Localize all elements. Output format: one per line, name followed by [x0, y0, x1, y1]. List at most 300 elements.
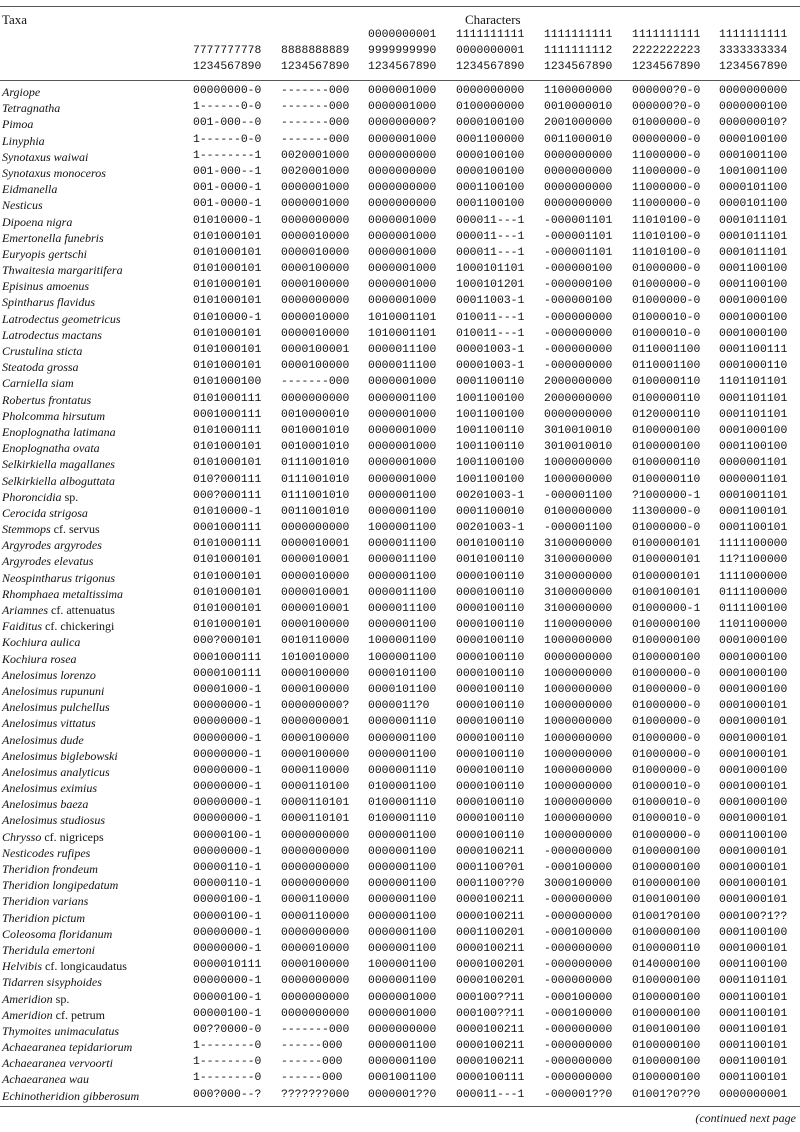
character-states: 1000000000 — [544, 748, 613, 761]
character-states: 0000000000 — [368, 182, 437, 195]
taxon-genus-species: Latrodectus mactans — [2, 327, 102, 342]
taxon-name — [2, 522, 100, 537]
character-states: -000000100 — [544, 295, 613, 308]
top-rule — [0, 6, 800, 7]
character-states: 0001011101 — [719, 214, 788, 227]
character-states: 2000000000 — [544, 392, 613, 405]
character-states: 0000000000 — [544, 651, 613, 664]
character-states: 0101000101 — [193, 344, 262, 356]
taxon-qualifier: cf. nigriceps — [44, 829, 104, 844]
character-states: 1111100000 — [719, 538, 788, 551]
character-states: 11010100-0 — [632, 214, 701, 227]
character-states: 0000001100 — [368, 505, 437, 518]
character-states: 0000001100 — [368, 894, 437, 907]
character-states: 1101100000 — [719, 619, 788, 632]
taxon-name — [2, 376, 74, 391]
character-states: 0010100110 — [456, 538, 525, 551]
taxon-genus-species: Enoplognatha ovata — [2, 441, 100, 456]
taxon-genus-species: Linyphia — [2, 133, 45, 148]
matrix-row — [0, 764, 800, 780]
character-states: 00000100-1 — [193, 910, 262, 923]
character-states: 2001000000 — [544, 117, 613, 130]
character-states: 0000100110 — [456, 797, 525, 810]
character-states: 0000100100 — [456, 149, 525, 162]
taxon-genus-species: Anelosimus analyticus — [2, 764, 110, 779]
character-states: 0000100110 — [456, 748, 525, 761]
character-states: 0000000000 — [368, 198, 437, 211]
taxon-genus-species: Synotaxus waiwai — [2, 149, 89, 164]
taxon-genus-species: Selkirkiella magallanes — [2, 457, 115, 472]
character-states: 0101000111 — [193, 392, 262, 405]
character-states: 0000000000 — [281, 295, 350, 308]
character-states: 00000000-1 — [193, 813, 262, 826]
character-states: 1000000000 — [544, 667, 613, 680]
character-states: 1000101101 — [456, 263, 525, 276]
taxa-column-header: Taxa — [2, 12, 28, 27]
character-states: 0000011?0 — [368, 700, 430, 713]
character-states: 0000001000 — [281, 182, 350, 195]
character-states: 0101000101 — [193, 360, 262, 373]
taxon-name — [2, 1072, 89, 1087]
character-states: 0100100100 — [632, 1023, 701, 1036]
taxon-genus-species: Nesticus — [2, 198, 43, 213]
character-states: 0100000101 — [632, 554, 701, 567]
character-states: 1010001101 — [368, 327, 437, 340]
character-states: 0010100110 — [456, 554, 525, 567]
character-states: ------000 — [281, 1040, 343, 1053]
header-cell: 2222222223 — [632, 45, 701, 57]
character-states: 0000011100 — [368, 360, 437, 373]
header-rule — [0, 80, 800, 81]
character-states: 0111100100 — [719, 603, 788, 615]
character-states: 000000000? — [368, 117, 437, 130]
character-states: 0001100100 — [456, 198, 525, 211]
character-states: 1000000000 — [544, 700, 613, 713]
character-states: 0100000100 — [632, 975, 701, 988]
character-states: 0011001010 — [281, 505, 350, 518]
taxon-genus-species: Anelosimus lorenzo — [2, 667, 96, 682]
character-states: 0100000100 — [632, 878, 701, 891]
character-states: 0100000100 — [632, 1007, 701, 1020]
header-cell: 1111111112 — [544, 45, 613, 57]
character-states: 11010100-0 — [632, 230, 701, 243]
taxon-name — [2, 765, 110, 780]
character-states: -000100000 — [544, 862, 613, 874]
character-states: 0001000101 — [719, 894, 788, 907]
taxon-name — [2, 360, 79, 375]
taxon-name — [2, 506, 88, 521]
character-states: 0000001100 — [368, 878, 437, 891]
character-states: 0101000101 — [193, 230, 262, 243]
character-states: 0000100110 — [456, 635, 525, 648]
character-states: -000100000 — [544, 926, 613, 939]
character-states: 0001000100 — [719, 295, 788, 308]
matrix-row — [0, 327, 800, 343]
taxon-genus-species: Episinus amoenus — [2, 279, 89, 294]
taxon-name — [2, 781, 97, 796]
character-states: 0000100100 — [456, 117, 525, 130]
taxon-genus-species: Synotaxus monoceros — [2, 165, 106, 180]
matrix-row — [0, 958, 800, 974]
character-states: 000100??11 — [456, 1007, 525, 1020]
character-states: 1000000000 — [544, 781, 613, 794]
taxon-name — [2, 878, 118, 893]
character-states: 0001000100 — [719, 683, 788, 696]
character-states: 0100000000 — [456, 101, 525, 114]
character-states: 0001000100 — [719, 311, 788, 324]
taxon-genus-species: Echinotheridion gibberosum — [2, 1088, 140, 1103]
character-states: 0001000101 — [719, 878, 788, 891]
character-states: 1000000000 — [544, 473, 613, 486]
character-states: 0120000110 — [632, 408, 701, 421]
character-states: 00000000-1 — [193, 942, 262, 955]
character-states: -000000000 — [544, 344, 613, 356]
character-states: 0000100211 — [456, 1040, 525, 1053]
character-states: 1000000000 — [544, 813, 613, 826]
character-states: 0000001100 — [368, 1040, 437, 1053]
character-states: 0001100100 — [719, 829, 788, 842]
character-states: -000001101 — [544, 214, 613, 227]
character-states: 01010000-1 — [193, 505, 262, 518]
taxon-genus-species: Chrysso — [2, 829, 42, 844]
character-states: 0000000000 — [544, 198, 613, 211]
character-states: 0000000000 — [456, 85, 525, 97]
character-states: 11300000-0 — [632, 505, 701, 518]
character-states: 0000100000 — [281, 263, 350, 276]
character-states: -000001100 — [544, 522, 613, 535]
taxon-genus-species: Helvibis — [2, 959, 42, 974]
character-states: 0001100??0 — [456, 878, 525, 891]
character-states: 0000001000 — [368, 1007, 437, 1020]
character-states: 3100000000 — [544, 570, 613, 583]
character-states: -000000100 — [544, 263, 613, 276]
character-states: 0000001000 — [368, 246, 437, 259]
character-states: 0001100100 — [719, 441, 788, 454]
taxon-genus-species: Phoroncidia — [2, 489, 62, 504]
taxon-genus-species: Latrodectus geometricus — [2, 311, 121, 326]
taxon-name — [2, 263, 123, 278]
header-cell: 1111111111 — [719, 29, 788, 41]
character-states: 0000010000 — [281, 246, 350, 259]
taxon-genus-species: Tetragnatha — [2, 101, 61, 116]
taxon-genus-species: Robertus frontatus — [2, 392, 92, 407]
taxon-name — [2, 635, 80, 650]
character-states: 1------0-0 — [193, 101, 262, 114]
character-states: 0001000101 — [719, 813, 788, 826]
character-states: -000100000 — [544, 1007, 613, 1020]
taxon-name — [2, 182, 57, 197]
character-states: 0001000111 — [193, 522, 262, 535]
character-states: 0000000000 — [281, 991, 350, 1004]
character-states: 0001100201 — [456, 926, 525, 939]
character-states: 1000001100 — [368, 522, 437, 535]
taxon-genus-species: Rhomphaea metaltissima — [2, 586, 123, 601]
character-states: 0000110000 — [281, 910, 350, 923]
character-states: 0000001000 — [368, 214, 437, 227]
character-states: 010?000111 — [193, 473, 262, 486]
matrix-row — [0, 408, 800, 424]
character-states: 0001100101 — [719, 1072, 788, 1085]
character-states: 0101000101 — [193, 279, 262, 292]
character-states: 1--------0 — [193, 1056, 262, 1069]
character-states: 1100000000 — [544, 619, 613, 632]
taxon-genus-species: Carniella siam — [2, 376, 74, 391]
character-states: -000001101 — [544, 230, 613, 243]
character-states: 000011---1 — [456, 214, 525, 227]
matrix-row — [0, 780, 800, 796]
character-states: -000000000 — [544, 327, 613, 340]
taxon-name — [2, 312, 121, 327]
character-states: 0001000111 — [193, 408, 262, 421]
character-states: 0000011100 — [368, 603, 437, 615]
character-states: 000000?0-0 — [632, 85, 701, 97]
character-states: 01000000-0 — [632, 263, 701, 276]
character-states: 001-0000-1 — [193, 198, 262, 211]
taxon-name — [2, 231, 104, 246]
character-states: 00000000-1 — [193, 797, 262, 810]
character-states: 0001000101 — [719, 845, 788, 858]
character-states: 0000001000 — [368, 424, 437, 437]
character-states: 00000100-1 — [193, 991, 262, 1004]
character-states: 0000000000 — [368, 149, 437, 162]
character-states: 0101000111 — [193, 538, 262, 551]
matrix-row — [0, 230, 800, 246]
character-states: 00201003-1 — [456, 489, 525, 502]
taxon-name — [2, 894, 88, 909]
character-states: 0000100100 — [719, 133, 788, 146]
character-states: -000001??0 — [544, 1088, 613, 1101]
matrix-row — [0, 570, 800, 586]
character-states: 0100000110 — [632, 457, 701, 470]
character-states: 0000100000 — [281, 683, 350, 696]
taxon-genus-species: Anelosimus eximius — [2, 781, 97, 796]
character-states: 0001100101 — [719, 1023, 788, 1036]
character-states: 3100000000 — [544, 538, 613, 551]
character-states: 01001?0??0 — [632, 1088, 701, 1101]
character-states: 00000000-1 — [193, 845, 262, 858]
character-states: -000000000 — [544, 910, 613, 923]
taxon-name — [2, 85, 40, 100]
character-states: 00000110-1 — [193, 878, 262, 891]
taxon-name — [2, 150, 88, 165]
character-states: 1--------0 — [193, 1072, 262, 1085]
character-states: 0000000001 — [281, 716, 350, 729]
character-states: 11000000-0 — [632, 149, 701, 162]
character-states: -------000 — [281, 133, 350, 146]
matrix-row — [0, 116, 800, 132]
taxon-name — [2, 700, 110, 715]
taxon-genus-species: Ameridion — [2, 1007, 53, 1022]
taxon-genus-species: Achaearanea tepidariorum — [2, 1040, 133, 1055]
matrix-row — [0, 893, 800, 909]
character-states: 0000100110 — [456, 732, 525, 745]
character-states: 001-000--1 — [193, 165, 262, 178]
character-states: 0100000100 — [632, 862, 701, 874]
character-states: 0000001000 — [368, 101, 437, 114]
character-states: 0011000010 — [544, 133, 613, 146]
character-states: 0101000101 — [193, 603, 262, 615]
character-states: 1000001100 — [368, 959, 437, 972]
header-cell: 0000000001 — [456, 45, 525, 57]
matrix-row — [0, 521, 800, 537]
character-states: 0100000100 — [632, 926, 701, 939]
character-states: 1001001100 — [719, 165, 788, 178]
taxon-qualifier: cf. servus — [53, 522, 100, 537]
character-states: 1000000000 — [544, 635, 613, 648]
character-states: 0000010000 — [281, 570, 350, 583]
character-states: 00000100-1 — [193, 1007, 262, 1020]
character-states: 0001100101 — [719, 505, 788, 518]
character-states: 1000000000 — [544, 797, 613, 810]
taxon-name — [2, 603, 115, 618]
character-states: 00000100-1 — [193, 829, 262, 842]
taxon-genus-species: Argyrodes argyrodes — [2, 538, 102, 553]
character-states: -000000000 — [544, 894, 613, 907]
taxon-qualifier: cf. petrum — [55, 1007, 105, 1022]
character-states: 0000100110 — [456, 570, 525, 583]
character-states: 0000000000 — [281, 862, 350, 874]
taxon-genus-species: Stemmops — [2, 522, 51, 537]
taxon-name — [2, 134, 45, 149]
taxon-genus-species: Pimoa — [2, 117, 34, 132]
character-states: ?1000000-1 — [632, 489, 701, 502]
matrix-row — [0, 311, 800, 327]
character-states: 1--------1 — [193, 149, 262, 162]
character-states: 0000001100 — [368, 910, 437, 923]
matrix-row — [0, 424, 800, 440]
taxon-genus-species: Spintharus flavidus — [2, 295, 96, 310]
character-states: 0000100110 — [456, 586, 525, 599]
character-states: 0000000000 — [281, 829, 350, 842]
character-states: 0000001100 — [368, 926, 437, 939]
character-states: 1100000000 — [544, 85, 613, 97]
character-states: 1000000000 — [544, 683, 613, 696]
character-states: 0001000100 — [719, 327, 788, 340]
taxon-name — [2, 279, 89, 294]
character-states: 00000000-1 — [193, 700, 262, 713]
matrix-row — [0, 262, 800, 278]
character-states: 0101000111 — [193, 424, 262, 437]
matrix-row — [0, 149, 800, 165]
character-states: 01000000-0 — [632, 295, 701, 308]
matrix-row — [0, 845, 800, 861]
matrix-row — [0, 991, 800, 1007]
character-states: 0000100110 — [456, 603, 525, 615]
character-states: 0000100000 — [281, 959, 350, 972]
character-states: 0000100110 — [456, 829, 525, 842]
character-states: 0001001100 — [719, 149, 788, 162]
matrix-row — [0, 294, 800, 310]
character-states: -000001100 — [544, 489, 613, 502]
character-states: 00000000-1 — [193, 732, 262, 745]
taxon-name — [2, 992, 69, 1007]
character-states: 0100001100 — [368, 781, 437, 794]
header-cell: 1234567890 — [632, 61, 701, 73]
taxon-genus-species: Enoplognatha latimana — [2, 424, 116, 439]
taxon-name — [2, 927, 112, 942]
character-states: 0000001100 — [368, 732, 437, 745]
character-states: 0100000110 — [632, 376, 701, 389]
character-states: 0000101100 — [368, 667, 437, 680]
taxon-name — [2, 846, 90, 861]
character-states: 0100000100 — [632, 441, 701, 454]
taxon-genus-species: Thymoites unimaculatus — [2, 1023, 119, 1038]
taxon-name — [2, 830, 104, 845]
character-states: 0101000101 — [193, 554, 262, 567]
taxon-name — [2, 911, 85, 926]
matrix-row — [0, 278, 800, 294]
character-states: 1000101201 — [456, 279, 525, 292]
taxon-genus-species: Achaearanea wau — [2, 1072, 89, 1087]
character-states: -000000000 — [544, 959, 613, 972]
character-states: 0001100?01 — [456, 862, 525, 874]
character-states: 000000?0-0 — [632, 101, 701, 114]
character-states: -000000100 — [544, 279, 613, 292]
character-states: 01010000-1 — [193, 311, 262, 324]
character-states: 01000000-0 — [632, 732, 701, 745]
character-states: 0110001100 — [632, 360, 701, 373]
taxon-genus-species: Anelosimus dude — [2, 732, 84, 747]
matrix-row — [0, 537, 800, 553]
character-states: 1------0-0 — [193, 133, 262, 146]
character-states: 0101000101 — [193, 295, 262, 308]
matrix-row — [0, 165, 800, 181]
character-states: 0000100211 — [456, 1056, 525, 1069]
character-states: 0001101101 — [719, 975, 788, 988]
taxon-name — [2, 943, 95, 958]
character-states: 0100000100 — [632, 424, 701, 437]
character-states: 00000000-0 — [193, 85, 262, 97]
taxon-name — [2, 813, 105, 828]
matrix-row — [0, 748, 800, 764]
character-states: 0000010001 — [281, 554, 350, 567]
character-states: 0000001100 — [368, 975, 437, 988]
character-states: 000?000--? — [193, 1088, 262, 1101]
taxon-name — [2, 554, 93, 569]
character-states: 0000001000 — [368, 295, 437, 308]
matrix-row — [0, 84, 800, 100]
character-states: 000100??11 — [456, 991, 525, 1004]
character-states: 0000001110 — [368, 716, 437, 729]
header-cell: 1111111111 — [456, 29, 525, 41]
character-states: -000000000 — [544, 845, 613, 858]
taxon-genus-species: Emertonella funebris — [2, 230, 104, 245]
character-states: 0000001000 — [281, 198, 350, 211]
character-states: 0001100100 — [719, 263, 788, 276]
character-states: 0001100100 — [719, 926, 788, 939]
character-states: 0000001100 — [368, 619, 437, 632]
character-states: 0001000110 — [719, 360, 788, 373]
matrix-row — [0, 489, 800, 505]
matrix-row — [0, 651, 800, 667]
character-states: 0000100000 — [281, 748, 350, 761]
character-states: 00201003-1 — [456, 522, 525, 535]
taxon-name — [2, 716, 96, 731]
character-states: 00??0000-0 — [193, 1023, 262, 1036]
character-states: 001-0000-1 — [193, 182, 262, 195]
character-states: 00000000-1 — [193, 716, 262, 729]
taxon-genus-species: Achaearanea vervoorti — [2, 1056, 113, 1071]
character-states: 0000001101 — [719, 473, 788, 486]
character-states: 01000010-0 — [632, 311, 701, 324]
character-states: 0000010001 — [281, 603, 350, 615]
character-states: -------000 — [281, 376, 350, 389]
matrix-row — [0, 812, 800, 828]
taxon-genus-species: Thwaitesia margaritifera — [2, 263, 123, 278]
taxon-genus-species: Anelosimus rupununi — [2, 683, 105, 698]
character-states: 11?1100000 — [719, 554, 788, 567]
character-states: 0000100110 — [456, 651, 525, 664]
